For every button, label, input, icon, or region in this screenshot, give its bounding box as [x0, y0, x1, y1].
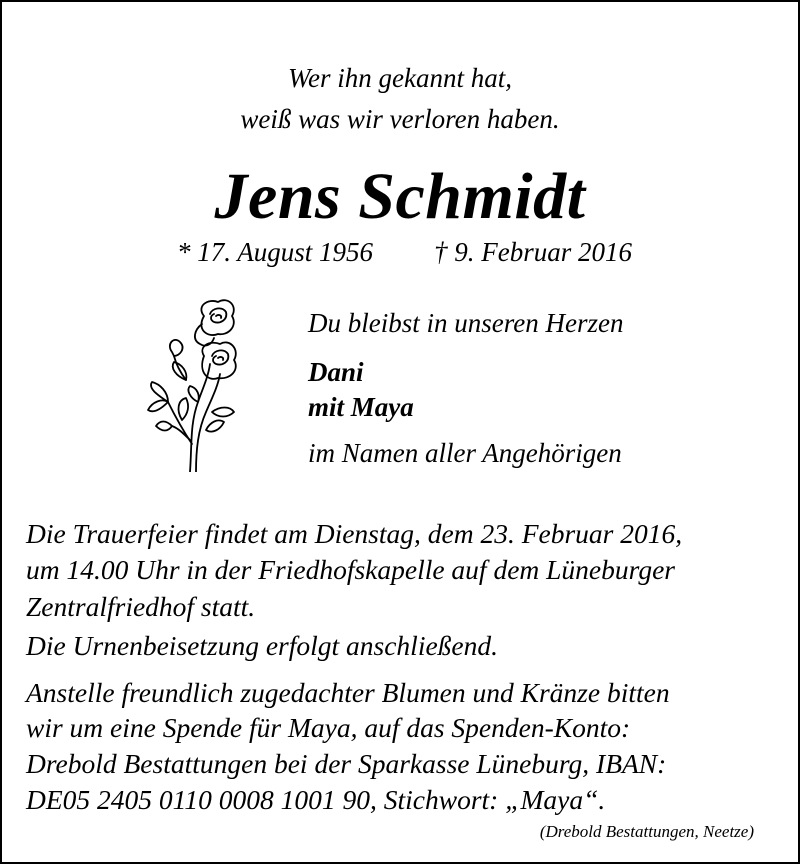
death-date: † 9. Februar 2016 [434, 237, 632, 267]
signer-name: Dani [308, 357, 364, 387]
details-line-7: Drebold Bestattungen bei der Sparkasse Lüneburg, IBAN: [26, 748, 667, 779]
details-line-4: Die Urnenbeisetzung erfolgt anschließend. [26, 630, 498, 661]
quote-line-2: weiß was wir verloren haben. [240, 104, 560, 134]
quote-line-1: Wer ihn gekannt hat, [288, 63, 512, 93]
details-line-5: Anstelle freundlich zugedachter Blumen und Kränze bitten [26, 677, 670, 708]
details-line-3: Zentralfriedhof statt. [26, 591, 256, 622]
deceased-name: Jens Schmidt [214, 160, 586, 233]
details-line-1: Die Trauerfeier findet am Dienstag, dem 23. Februar 2016, [26, 518, 683, 549]
details-line-2: um 14.00 Uhr in der Friedhofskapelle auf dem Lüneburger [26, 554, 675, 585]
signer-companion: mit Maya [308, 392, 414, 422]
family-line: im Namen aller Angehörigen [308, 438, 622, 468]
rose-icon [146, 294, 242, 472]
birth-date: * 17. August 1956 [177, 237, 374, 267]
dedication-message: Du bleibst in unseren Herzen [308, 308, 624, 338]
footer-credit: (Drebold Bestattungen, Neetze) [539, 822, 754, 841]
details-line-6: wir um eine Spende für Maya, auf das Spenden-Konto: [26, 712, 631, 743]
details-line-8: DE05 2405 0110 0008 1001 90, Stichwort: „Maya“. [26, 784, 606, 815]
